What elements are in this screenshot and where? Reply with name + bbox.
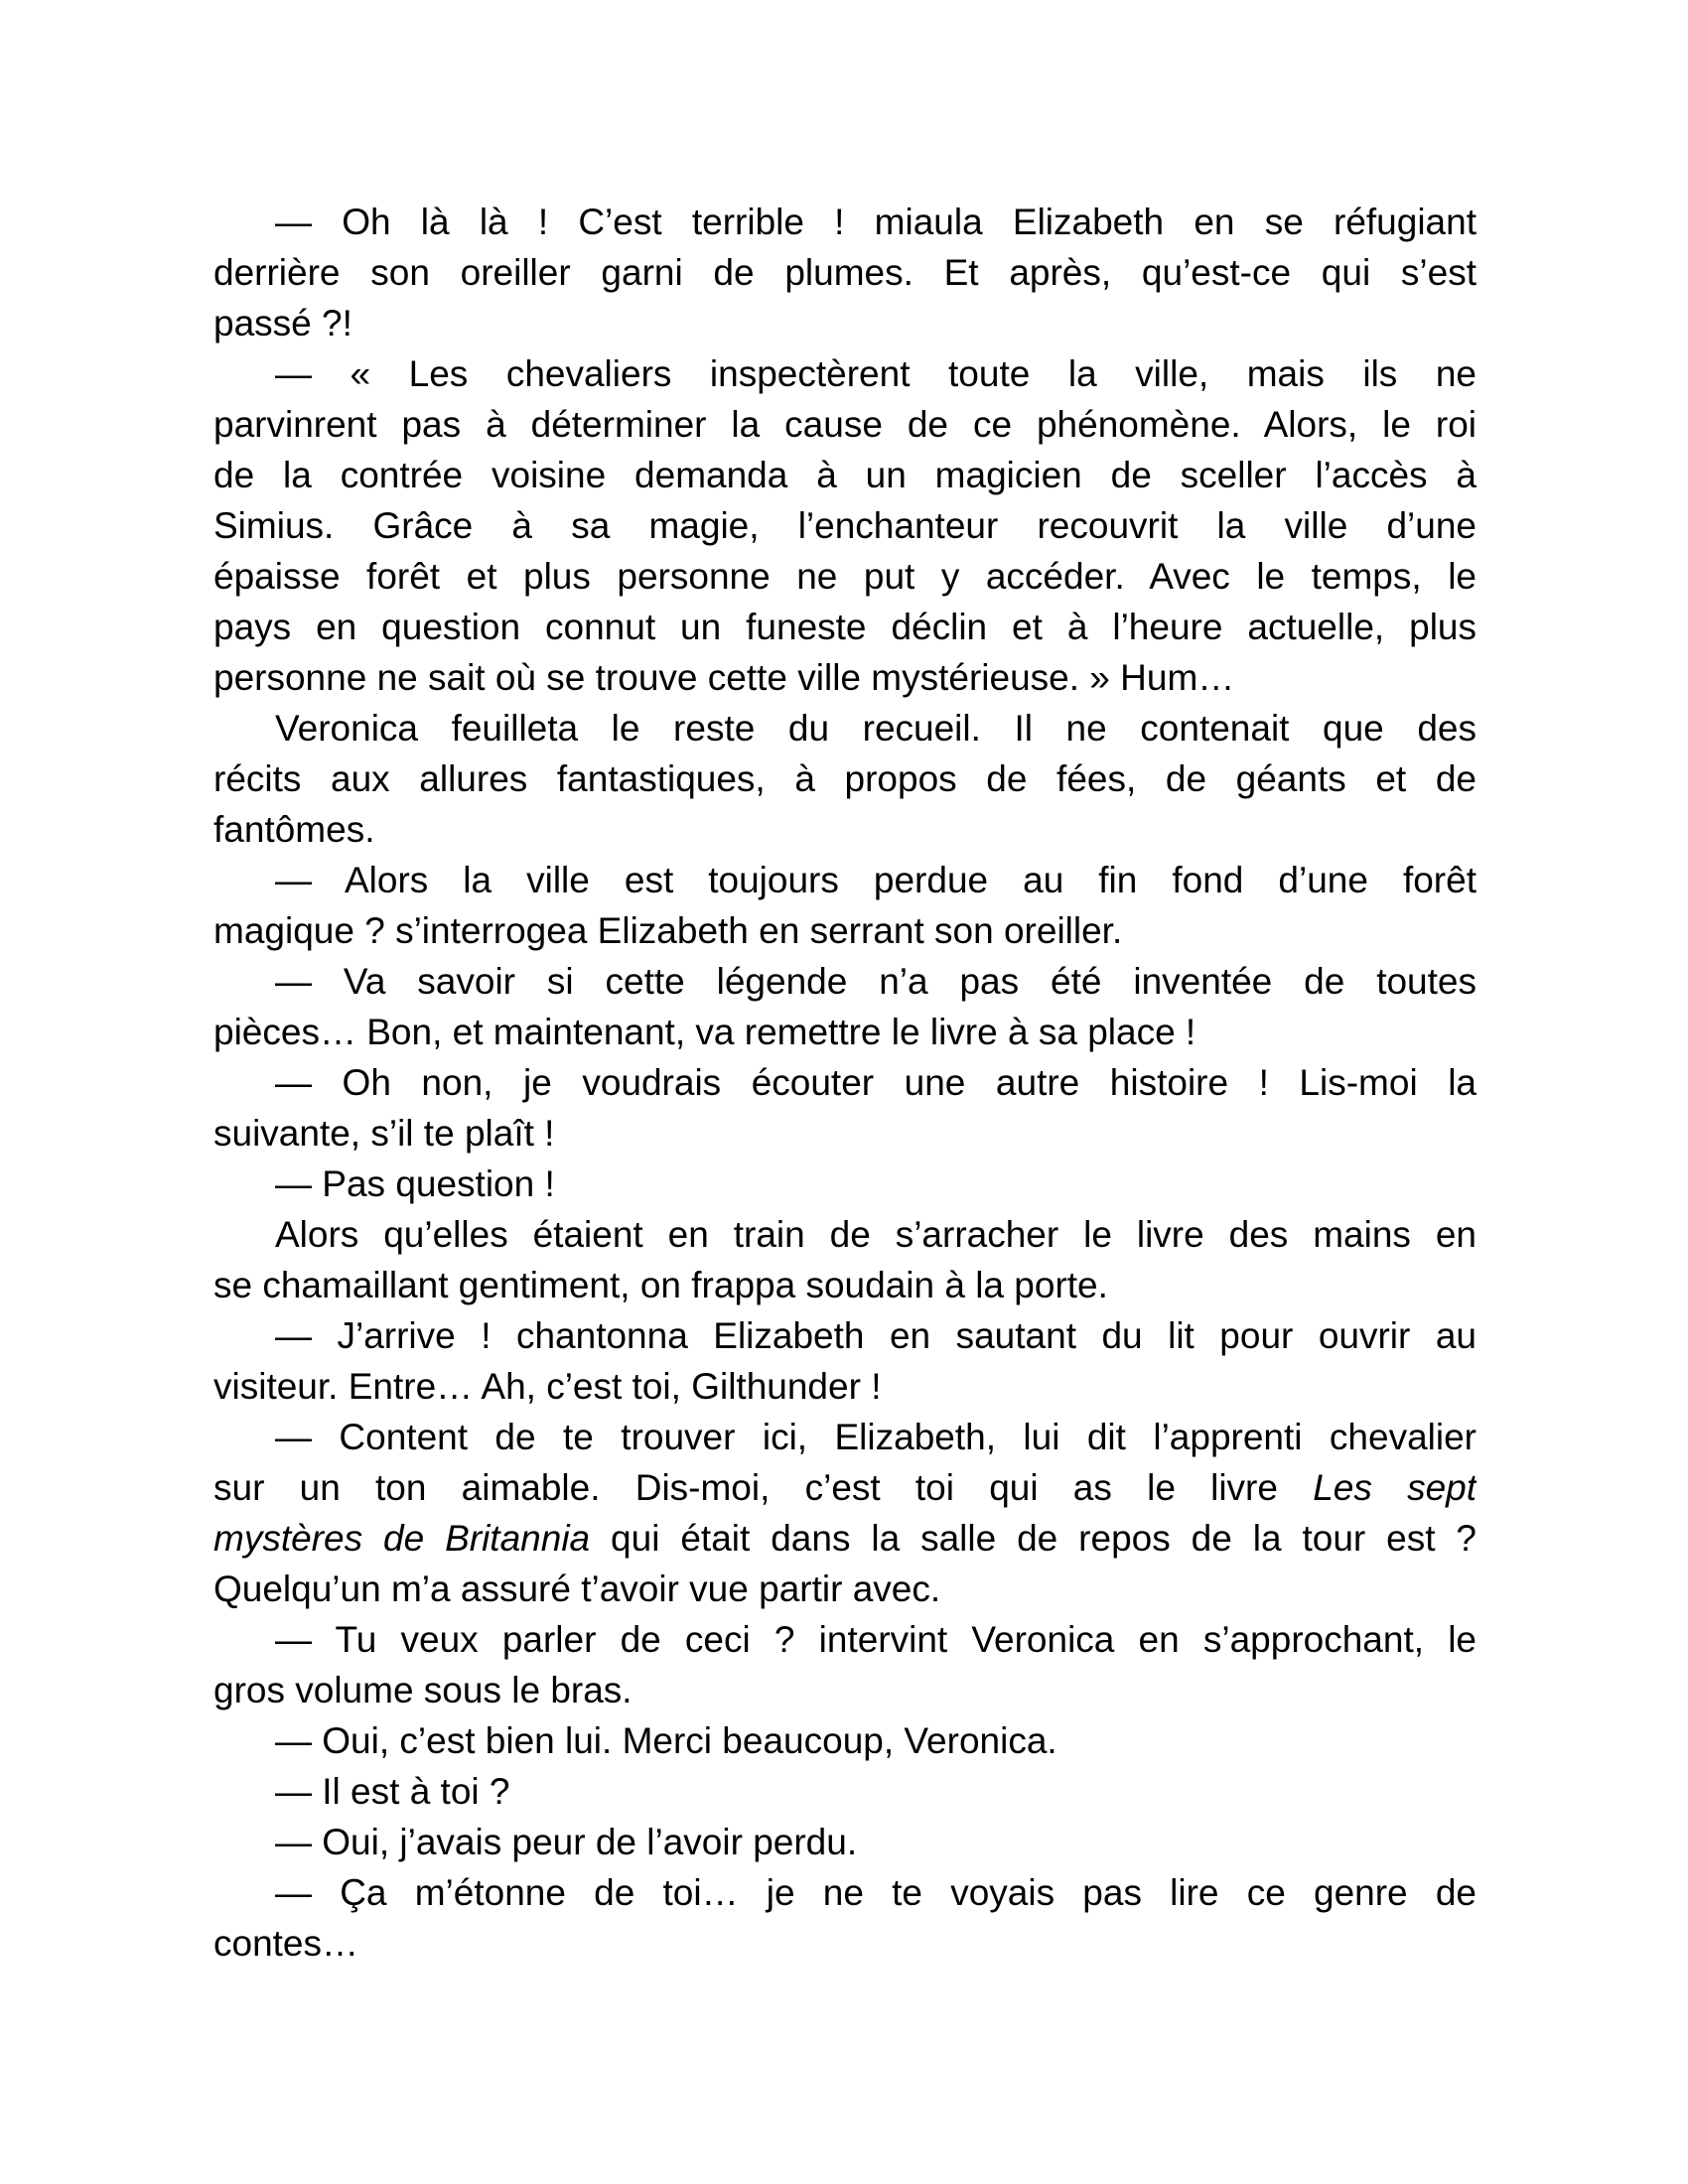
text-block bbox=[213, 197, 1477, 1969]
text-segment: Veronica feuilleta le reste du recueil. Il ne contenait que des bbox=[275, 708, 1477, 749]
text-segment: — Alors la ville est toujours perdue au fin fond d’une forêt bbox=[275, 860, 1477, 900]
text-segment: pièces… Bon, et maintenant, va remettre le livre à sa place ! bbox=[213, 1012, 1196, 1052]
text-line bbox=[213, 1209, 1477, 1260]
text-line bbox=[213, 1108, 1477, 1159]
text-segment: magique ? s’interrogea Elizabeth en serrant son oreiller. bbox=[213, 910, 1123, 951]
text-line bbox=[213, 197, 1477, 247]
text-line bbox=[213, 1007, 1477, 1057]
text-line bbox=[213, 298, 1477, 348]
text-line bbox=[213, 1564, 1477, 1614]
text-line bbox=[213, 551, 1477, 602]
text-segment: — Oh là là ! C’est terrible ! miaula Elizabeth en se réfugiant bbox=[275, 202, 1477, 242]
text-segment: — J’arrive ! chantonna Elizabeth en sautant du lit pour ouvrir au bbox=[275, 1315, 1477, 1356]
text-segment: — Oh non, je voudrais écouter une autre histoire ! Lis-moi la bbox=[275, 1062, 1477, 1103]
text-line bbox=[213, 348, 1477, 399]
text-segment: gros volume sous le bras. bbox=[213, 1670, 633, 1710]
text-segment: — Content de te trouver ici, Elizabeth, lui dit l’apprenti chevalier bbox=[275, 1417, 1477, 1457]
text-line bbox=[213, 1159, 1477, 1209]
text-segment: personne ne sait où se trouve cette ville mystérieuse. » Hum… bbox=[213, 657, 1235, 698]
text-segment: Simius. Grâce à sa magie, l’enchanteur recouvrit la ville d’une bbox=[213, 505, 1477, 546]
text-segment: passé ?! bbox=[213, 303, 352, 343]
text-line bbox=[213, 1412, 1477, 1462]
text-segment: derrière son oreiller garni de plumes. Et après, qu’est-ce qui s’est bbox=[213, 252, 1477, 293]
text-line bbox=[213, 450, 1477, 500]
text-segment: qui était dans la salle de repos de la tour est ? bbox=[590, 1518, 1477, 1559]
text-line bbox=[213, 1513, 1477, 1564]
text-line bbox=[213, 1462, 1477, 1513]
text-line bbox=[213, 500, 1477, 551]
text-segment: — Va savoir si cette légende n’a pas été inventée de toutes bbox=[275, 961, 1477, 1002]
text-line bbox=[213, 753, 1477, 804]
text-line bbox=[213, 602, 1477, 652]
text-segment: récits aux allures fantastiques, à propos de fées, de géants et de bbox=[213, 758, 1477, 799]
text-line bbox=[213, 399, 1477, 450]
text-line bbox=[213, 804, 1477, 855]
text-line bbox=[213, 1361, 1477, 1412]
text-segment: — Pas question ! bbox=[275, 1163, 555, 1204]
text-line bbox=[213, 247, 1477, 298]
text-line bbox=[213, 652, 1477, 703]
text-segment: — Oui, j’avais peur de l’avoir perdu. bbox=[275, 1822, 858, 1862]
text-line bbox=[213, 1867, 1477, 1918]
text-segment: — « Les chevaliers inspectèrent toute la ville, mais ils ne bbox=[275, 353, 1477, 394]
text-segment: contes… bbox=[213, 1923, 359, 1964]
text-segment: visiteur. Entre… Ah, c’est toi, Gilthunder ! bbox=[213, 1366, 882, 1407]
text-line bbox=[213, 1817, 1477, 1867]
text-line bbox=[213, 1260, 1477, 1310]
text-line bbox=[213, 956, 1477, 1007]
italic-text-segment: mystères de Britannia bbox=[213, 1518, 591, 1559]
text-segment: — Ça m’étonne de toi… je ne te voyais pas lire ce genre de bbox=[275, 1872, 1477, 1913]
text-segment: — Tu veux parler de ceci ? intervint Veronica en s’approchant, le bbox=[275, 1619, 1477, 1660]
text-segment: de la contrée voisine demanda à un magicien de sceller l’accès à bbox=[213, 455, 1477, 495]
text-segment: Alors qu’elles étaient en train de s’arracher le livre des mains en bbox=[275, 1214, 1477, 1255]
text-segment: — Oui, c’est bien lui. Merci beaucoup, Veronica. bbox=[275, 1720, 1057, 1761]
text-line bbox=[213, 855, 1477, 905]
text-segment: sur un ton aimable. Dis-moi, c’est toi qui as le livre bbox=[213, 1467, 1314, 1508]
text-line bbox=[213, 1057, 1477, 1108]
text-segment: pays en question connut un funeste déclin et à l’heure actuelle, plus bbox=[213, 607, 1477, 647]
text-segment: se chamaillant gentiment, on frappa soudain à la porte. bbox=[213, 1265, 1108, 1305]
text-segment: épaisse forêt et plus personne ne put y accéder. Avec le temps, le bbox=[213, 556, 1477, 597]
text-line bbox=[213, 1766, 1477, 1817]
text-segment: Quelqu’un m’a assuré t’avoir vue partir avec. bbox=[213, 1569, 941, 1609]
text-segment: — Il est à toi ? bbox=[275, 1771, 510, 1812]
italic-text-segment: Les sept bbox=[1313, 1467, 1477, 1508]
text-line bbox=[213, 703, 1477, 753]
text-line bbox=[213, 905, 1477, 956]
text-line bbox=[213, 1614, 1477, 1665]
text-line bbox=[213, 1665, 1477, 1715]
text-line bbox=[213, 1310, 1477, 1361]
text-segment: parvinrent pas à déterminer la cause de ce phénomène. Alors, le roi bbox=[213, 404, 1477, 445]
text-line bbox=[213, 1918, 1477, 1969]
text-segment: fantômes. bbox=[213, 809, 375, 850]
text-segment: suivante, s’il te plaît ! bbox=[213, 1113, 555, 1154]
text-line bbox=[213, 1715, 1477, 1766]
